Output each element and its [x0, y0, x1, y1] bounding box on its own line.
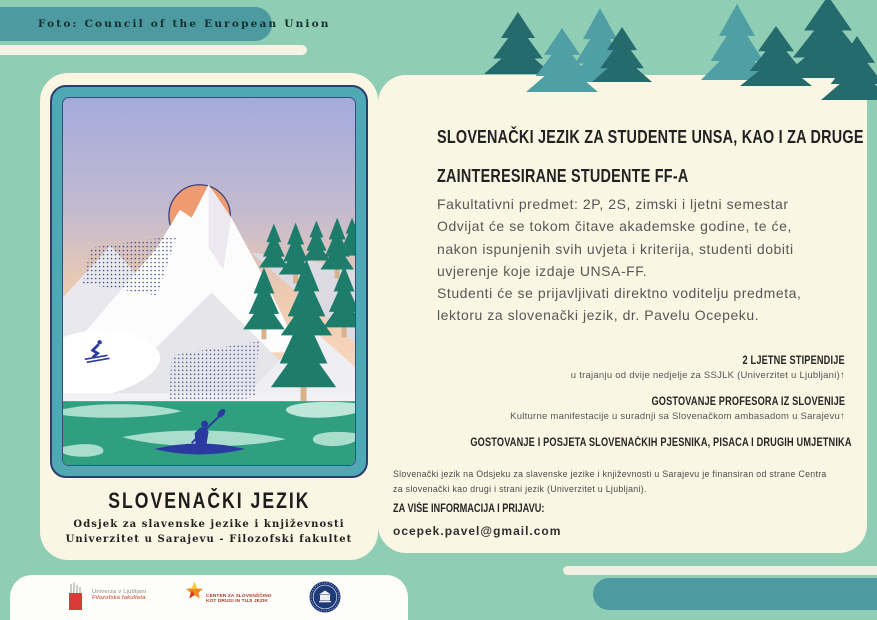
decor-stripe-top [0, 45, 307, 55]
photo-credit-text: Foto: Council of the European Union [38, 18, 331, 30]
offer-detail: u trajanju od dvije nedjelje za SSJLK (Univerzitet u Ljubljani)↑ [570, 370, 845, 381]
body-line: uvjerenje koje izdaje UNSA-FF. [437, 262, 648, 279]
decor-stripe-bottom [563, 566, 877, 575]
left-card [40, 73, 378, 560]
poster-subtitle-2: Univerzitet u Sarajevu - Filozofski fakultet [65, 534, 353, 545]
body-line: lektoru za slovenački jezik, dr. Pavelu Ocepeku. [437, 307, 760, 324]
body-line: Odvijat će se tokom čitave akademske godine, te će, [437, 218, 792, 235]
center-logo-text: CENTER ZA SLOVENŠČINO KOT DRUGI IN TUJI JEZIK [206, 594, 272, 604]
heading-line-2: ZAINTERESIRANE STUDENTE FF-A [437, 166, 689, 186]
ul-logo-text: Univerza v Ljubljani Filozofska fakulteta [92, 589, 147, 601]
contact-label: ZA VIŠE INFORMACIJA I PRIJAVU: [393, 503, 545, 515]
body-line: Studenti će se prijavljivati direktno voditelju predmeta, [437, 285, 802, 302]
logo-strip [10, 575, 408, 620]
star-icon [185, 581, 204, 601]
center-slovenscino-logo [185, 581, 295, 615]
body-line: Fakultativni predmet: 2P, 2S, zimski i ljetni semestar [437, 196, 789, 212]
heading-line-1: SLOVENAČKI JEZIK ZA STUDENTE UNSA, KAO I ZA DRUGE [437, 127, 864, 147]
mountain-scene-svg [63, 98, 355, 465]
info-panel [378, 75, 867, 553]
poster-title: SLOVENAČKI JEZIK [107, 488, 311, 513]
offers-list [375, 355, 852, 452]
ul-tower-icon [58, 582, 90, 614]
mountain-illustration-frame [50, 85, 368, 478]
pine-trees-decoration [420, 0, 877, 120]
contact-email: ocepek.pavel@gmail.com [393, 524, 562, 538]
university-sarajevo-seal-icon [308, 580, 342, 614]
course-description [437, 193, 801, 327]
poster-subtitle-1: Odsjek za slavenske jezike i književnosti [73, 519, 345, 530]
offer-title: GOSTOVANJE PROFESORA IZ SLOVENIJE [651, 396, 845, 408]
lake [63, 401, 355, 465]
funding-note: Slovenački jezik na Odsjeku za slavenske jezike i književnosti u Sarajevu je finansiran od strane Centra za slovenački kao drugi i strani jezik (Univerzitet u Ljubljani). [393, 469, 827, 494]
photo-credit-pill [0, 7, 331, 41]
offer-title: 2 LJETNE STIPENDIJE [742, 355, 845, 367]
mountain-illustration [62, 97, 356, 466]
decor-pill-bottom [593, 578, 877, 610]
body-line: nakon ispunjenih svih uvjeta i kriterija, studenti dobiti [437, 240, 794, 257]
university-ljubljana-logo [58, 582, 168, 614]
offer-title: GOSTOVANJE I POSJETA SLOVENAČKIH PJESNIKA, PISACA I DRUGIH UMJETNIKA [470, 437, 852, 449]
offer-detail: Kulturne manifestacije u suradnji sa Slovenačkom ambasadom u Sarajevu↑ [510, 411, 845, 422]
